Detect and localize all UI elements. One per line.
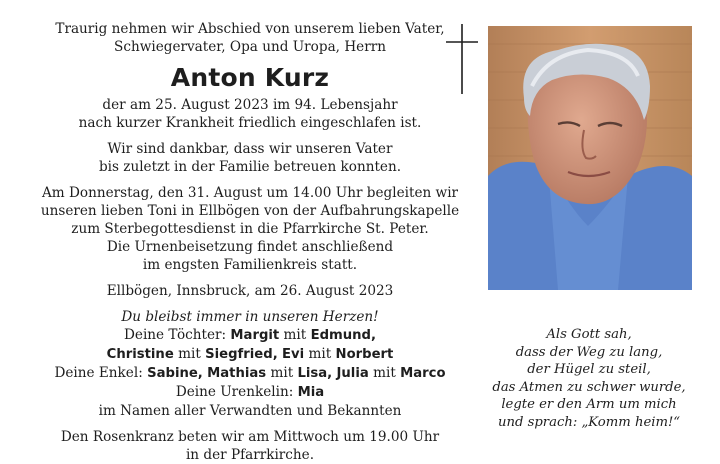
funeral-line-5: im engsten Familienkreis statt. (142, 257, 358, 273)
death-line-2: nach kurzer Krankheit friedlich eingeschlafen ist. (78, 115, 422, 131)
place-date: Ellbögen, Innsbruck, am 26. August 2023 (106, 283, 394, 299)
death-line-1: der am 25. August 2023 im 94. Lebensjahr (102, 97, 398, 113)
funeral-line-1: Am Donnerstag, den 31. August um 14.00 Uhr begleiten wir (41, 185, 459, 201)
rosary-line-2: in der Pfarrkirche. (185, 447, 315, 463)
with-word: mit (283, 327, 307, 343)
with-word: mit (373, 365, 396, 381)
spouse-3: Norbert (335, 347, 394, 362)
grandchildren-line (20, 364, 480, 383)
motto: Du bleibst immer in unseren Herzen! (121, 309, 379, 325)
funeral-line-2: unseren lieben Toni in Ellbögen von der Aufbahrungskapelle (40, 203, 460, 219)
great-grandchild-line (20, 383, 480, 402)
rosary-line-1: Den Rosenkranz beten wir am Mittwoch um 19.00 Uhr (60, 429, 440, 445)
poem-line-4: das Atmen zu schwer wurde, (492, 379, 686, 395)
with-word: mit (308, 346, 332, 362)
grandchildren-label: Deine Enkel: (54, 365, 143, 381)
grandchild-1: Sabine, (147, 366, 203, 381)
poem (482, 326, 696, 432)
daughter-3: Evi (282, 347, 305, 362)
grandchild-2: Mathias (207, 366, 267, 381)
poem-line-2: dass der Weg zu lang, (515, 344, 663, 360)
funeral-line-3: zum Sterbegottesdienst in die Pfarrkirche St. Peter. (71, 221, 429, 237)
spouse-1: Edmund, (310, 328, 376, 343)
cross-icon (444, 22, 480, 96)
deceased-name: Anton Kurz (170, 63, 330, 92)
thanks-line-2: bis zuletzt in der Familie betreuen konnten. (98, 159, 402, 175)
grandchild-4: Julia (336, 366, 369, 381)
with-word: mit (270, 365, 294, 381)
grandchild-5: Marco (400, 366, 446, 381)
intro-line-2: Schwiegervater, Opa und Uropa, Herrn (114, 39, 386, 55)
daughter-1: Margit (230, 328, 280, 343)
poem-line-1: Als Gott sah, (546, 327, 632, 342)
funeral-line-4: Die Urnenbeisetzung findet anschließend (106, 239, 394, 255)
obituary-text (20, 0, 480, 464)
daughters-label: Deine Töchter: (124, 327, 227, 343)
poem-line-6: und sprach: „Komm heim!“ (497, 414, 681, 430)
daughter-2: Christine (106, 347, 174, 362)
daughters-line-2 (20, 345, 480, 364)
daughters-line-1 (20, 326, 480, 345)
great-grandchild-label: Deine Urenkelin: (175, 384, 294, 400)
spouse-2: Siegfried, (205, 347, 278, 362)
all-relatives-line: im Namen aller Verwandten und Bekannten (98, 403, 402, 419)
poem-line-5: legte er den Arm um mich (501, 397, 677, 413)
portrait-photo (488, 26, 692, 290)
grandchild-3: Lisa, (297, 366, 333, 381)
poem-line-3: der Hügel zu steil, (527, 362, 651, 378)
with-word: mit (178, 346, 201, 362)
great-grandchild-1: Mia (297, 385, 325, 400)
intro-line-1: Traurig nehmen wir Abschied von unserem lieben Vater, (55, 21, 445, 37)
thanks-line-1: Wir sind dankbar, dass wir unseren Vater (107, 141, 393, 157)
